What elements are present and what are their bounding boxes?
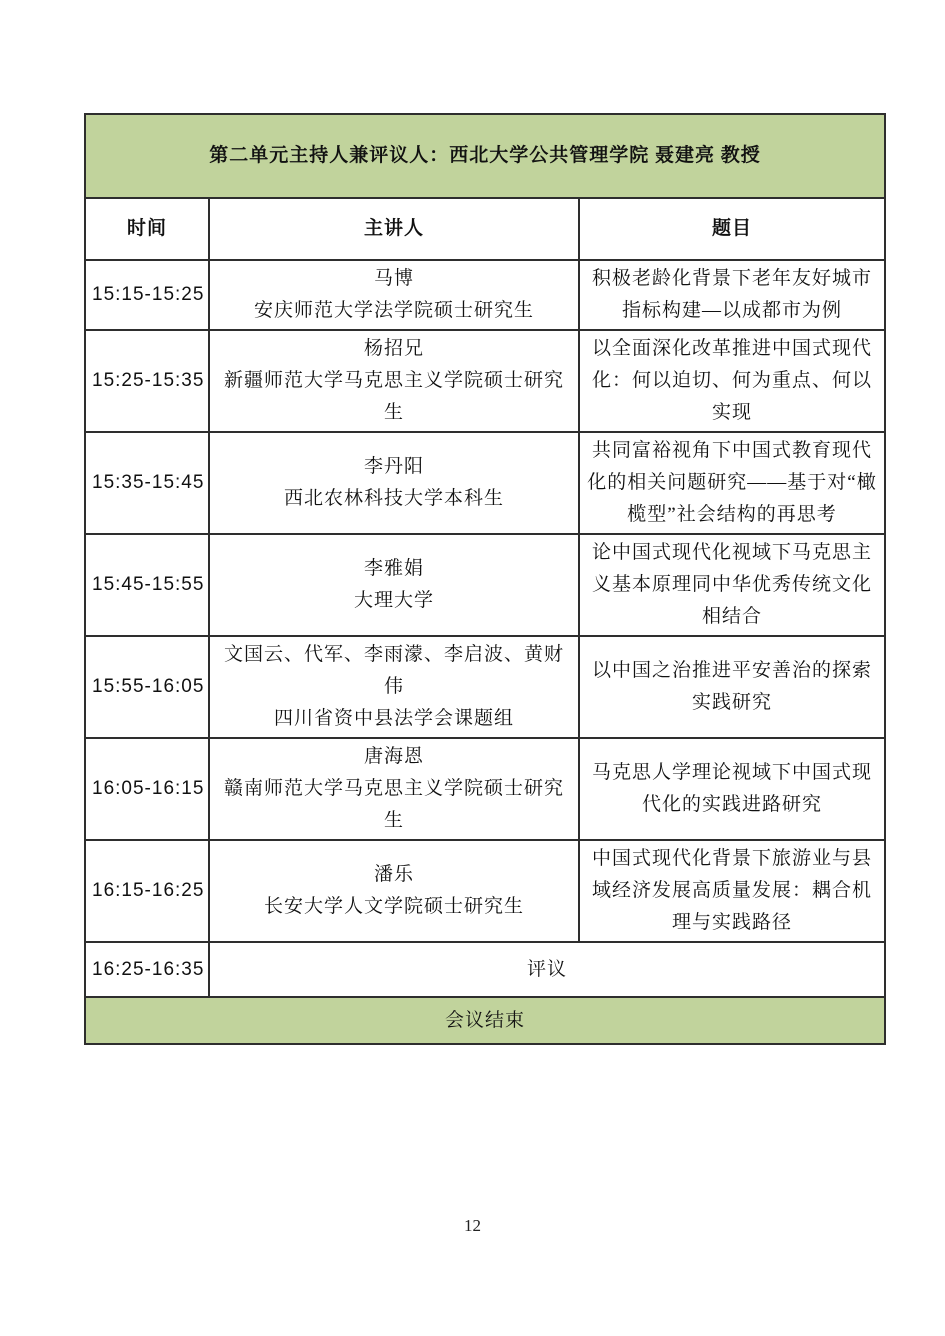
review-row — [85, 942, 885, 997]
table-row — [85, 260, 885, 330]
column-header-topic: 题目 — [579, 198, 885, 260]
speaker-name: 杨招兄 — [363, 338, 424, 359]
time-cell: 16:15-16:25 — [85, 840, 209, 942]
time-cell: 15:35-15:45 — [85, 432, 209, 534]
speaker-cell — [209, 840, 579, 942]
time-cell: 16:25-16:35 — [85, 942, 209, 997]
time-cell: 15:45-15:55 — [85, 534, 209, 636]
topic-cell: 积极老龄化背景下老年友好城市指标构建—以成都市为例 — [579, 260, 885, 330]
table-row — [85, 738, 885, 840]
speaker-affiliation: 赣南师范大学马克思主义学院硕士研究生 — [223, 778, 564, 831]
speaker-affiliation: 安庆师范大学法学院硕士研究生 — [253, 300, 534, 321]
time-cell: 15:15-15:25 — [85, 260, 209, 330]
topic-cell: 以全面深化改革推进中国式现代化：何以迫切、何为重点、何以实现 — [579, 330, 885, 432]
speaker-affiliation: 西北农林科技大学本科生 — [283, 488, 504, 509]
table-row — [85, 534, 885, 636]
speaker-cell — [209, 534, 579, 636]
table-row — [85, 840, 885, 942]
topic-cell: 以中国之治推进平安善治的探索实践研究 — [579, 636, 885, 738]
table-row — [85, 636, 885, 738]
table-row — [85, 330, 885, 432]
speaker-cell — [209, 738, 579, 840]
column-header-row — [85, 198, 885, 260]
page-number: 12 — [464, 1216, 481, 1235]
speaker-affiliation: 长安大学人文学院硕士研究生 — [263, 896, 524, 917]
topic-cell: 中国式现代化背景下旅游业与县域经济发展高质量发展：耦合机理与实践路径 — [579, 840, 885, 942]
footer-row — [85, 997, 885, 1044]
speaker-name: 文国云、代军、李雨濛、李启波、黄财伟 — [223, 644, 564, 697]
speaker-cell — [209, 260, 579, 330]
time-cell: 15:25-15:35 — [85, 330, 209, 432]
table-row — [85, 432, 885, 534]
speaker-affiliation: 四川省资中县法学会课题组 — [273, 708, 514, 729]
speaker-cell — [209, 330, 579, 432]
time-cell: 16:05-16:15 — [85, 738, 209, 840]
column-header-speaker: 主讲人 — [209, 198, 579, 260]
topic-cell: 论中国式现代化视域下马克思主义基本原理同中华优秀传统文化相结合 — [579, 534, 885, 636]
column-header-time: 时间 — [85, 198, 209, 260]
speaker-cell — [209, 636, 579, 738]
review-cell: 评议 — [209, 942, 885, 997]
speaker-name: 李雅娟 — [363, 558, 424, 579]
speaker-cell — [209, 432, 579, 534]
time-cell: 15:55-16:05 — [85, 636, 209, 738]
topic-cell: 马克思人学理论视域下中国式现代化的实践进路研究 — [579, 738, 885, 840]
speaker-name: 潘乐 — [373, 864, 414, 885]
speaker-name: 唐海恩 — [363, 746, 424, 767]
meeting-end-cell: 会议结束 — [85, 997, 885, 1044]
speaker-name: 马博 — [373, 268, 414, 289]
speaker-name: 李丹阳 — [363, 456, 424, 477]
speaker-affiliation: 新疆师范大学马克思主义学院硕士研究生 — [223, 370, 564, 423]
session-header-cell: 第二单元主持人兼评议人：西北大学公共管理学院 聂建亮 教授 — [85, 114, 885, 198]
topic-cell: 共同富裕视角下中国式教育现代化的相关问题研究——基于对“橄榄型”社会结构的再思考 — [579, 432, 885, 534]
session-header-row — [85, 114, 885, 198]
schedule-table — [84, 113, 886, 1045]
speaker-affiliation: 大理大学 — [353, 590, 434, 611]
